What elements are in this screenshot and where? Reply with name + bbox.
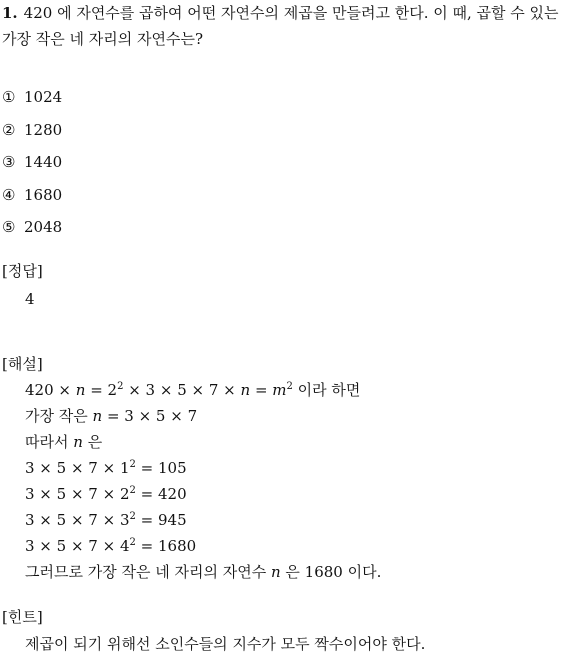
explanation-line-1 <box>25 377 360 403</box>
choice-item[interactable] <box>2 182 62 215</box>
math-exponent: 2 <box>129 537 136 548</box>
math-text: 420 × <box>25 381 76 399</box>
calc-line <box>25 533 196 559</box>
math-text: = 3 × 5 × 7 <box>102 407 198 425</box>
math-text: 3 × 5 × 7 × 4 <box>25 537 130 555</box>
math-text: 이라 하면 <box>292 381 361 399</box>
math-variable: n <box>73 433 83 451</box>
choice-list <box>2 84 62 247</box>
math-exponent: 2 <box>129 459 136 470</box>
explanation-conclusion <box>25 559 381 585</box>
math-text: 3 × 5 × 7 × 2 <box>25 485 130 503</box>
math-text: = 420 <box>135 485 187 503</box>
question-block <box>2 0 572 52</box>
math-text: = 945 <box>135 511 187 529</box>
math-exponent: 2 <box>286 381 293 392</box>
math-variable: n <box>75 381 86 399</box>
math-text: 3 × 5 × 7 × 3 <box>25 511 130 529</box>
answer-label: [정답] <box>2 262 43 280</box>
choice-mark: ③ <box>2 153 16 171</box>
choice-value: 1280 <box>24 120 63 139</box>
math-text: = 1680 <box>135 537 197 555</box>
math-variable: n <box>240 381 251 399</box>
choice-mark: ② <box>2 120 16 139</box>
calc-line <box>25 481 187 507</box>
math-text: × 3 × 5 × 7 × <box>123 381 241 399</box>
math-exponent: 2 <box>129 485 136 496</box>
hint-text: 제곱이 되기 위해선 소인수들의 지수가 모두 짝수이어야 한다. <box>25 635 426 653</box>
choice-item[interactable] <box>2 84 62 117</box>
math-text: 은 1680 이다. <box>280 563 382 581</box>
choice-item[interactable] <box>2 149 62 182</box>
explanation-label: [해설] <box>2 355 43 373</box>
math-variable: m <box>272 381 287 399</box>
math-variable: n <box>270 563 281 581</box>
choice-item[interactable] <box>2 117 62 150</box>
math-text: 따라서 <box>25 433 74 451</box>
math-text: = 105 <box>135 459 187 477</box>
math-exponent: 2 <box>117 381 124 392</box>
choice-value: 1024 <box>24 88 63 106</box>
answer-value: 4 <box>25 290 35 308</box>
math-text: 그러므로 가장 작은 네 자리의 자연수 <box>25 563 271 581</box>
calc-line <box>25 507 187 533</box>
choice-value: 1680 <box>24 185 63 204</box>
calc-line <box>25 455 187 481</box>
math-variable: n <box>92 407 103 425</box>
math-text: 3 × 5 × 7 × 1 <box>25 459 130 477</box>
question-text: 420 에 자연수를 곱하여 어떤 자연수의 제곱을 만들려고 한다. 이 때, 곱할 수 있는 가장 작은 네 자리의 자연수는? <box>2 4 559 48</box>
question-number: 1. <box>2 4 18 22</box>
choice-value: 1440 <box>24 153 63 171</box>
math-text: 가장 작은 <box>25 407 93 425</box>
explanation-line-3 <box>25 429 102 455</box>
choice-item[interactable] <box>2 214 62 247</box>
math-text: = 2 <box>85 381 118 399</box>
math-text: 은 <box>82 433 103 451</box>
math-exponent: 2 <box>129 511 136 522</box>
choice-mark: ⑤ <box>2 218 16 236</box>
math-text: = <box>250 381 273 399</box>
hint-label: [힌트] <box>2 608 43 626</box>
choice-mark: ④ <box>2 185 16 204</box>
choice-value: 2048 <box>24 218 63 236</box>
choice-mark: ① <box>2 88 16 106</box>
explanation-line-2 <box>25 403 197 429</box>
